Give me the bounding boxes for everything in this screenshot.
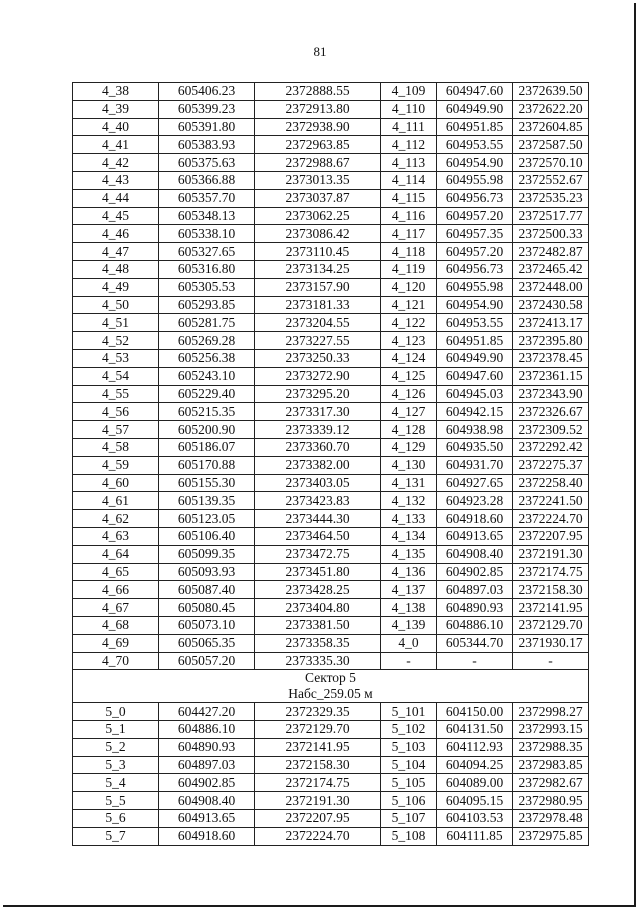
point-id-left: 4_56 <box>73 403 159 421</box>
sector-subtitle: Набс_259.05 м <box>288 686 373 702</box>
x-coord-left: 604886.10 <box>159 721 255 739</box>
y-coord-right: 2372413.17 <box>513 314 589 332</box>
point-id-right: 4_118 <box>381 243 437 261</box>
x-coord-left: 605357.70 <box>159 189 255 207</box>
y-coord-left: 2372207.95 <box>255 810 381 828</box>
table-row <box>73 474 589 492</box>
x-coord-right: 604931.70 <box>437 456 513 474</box>
point-id-right: 4_124 <box>381 349 437 367</box>
y-coord-right: 2372978.48 <box>513 810 589 828</box>
y-coord-right: 2372983.85 <box>513 756 589 774</box>
point-id-left: 4_49 <box>73 278 159 296</box>
point-id-left: 4_55 <box>73 385 159 403</box>
table-row <box>73 349 589 367</box>
x-coord-right: 604094.25 <box>437 756 513 774</box>
y-coord-left: 2373110.45 <box>255 243 381 261</box>
page-number: 81 <box>313 44 327 59</box>
point-id-left: 4_48 <box>73 260 159 278</box>
y-coord-right: 2372604.85 <box>513 118 589 136</box>
x-coord-right: 604951.85 <box>437 332 513 350</box>
y-coord-left: 2373204.55 <box>255 314 381 332</box>
table-row <box>73 189 589 207</box>
x-coord-left: 605293.85 <box>159 296 255 314</box>
x-coord-right: 604150.00 <box>437 703 513 721</box>
table-row <box>73 154 589 172</box>
point-id-left: 5_2 <box>73 738 159 756</box>
y-coord-left: 2373423.83 <box>255 492 381 510</box>
y-coord-left: 2373317.30 <box>255 403 381 421</box>
y-coord-right: 2372517.77 <box>513 207 589 225</box>
y-coord-left: 2372888.55 <box>255 83 381 101</box>
y-coord-right: 2372378.45 <box>513 349 589 367</box>
x-coord-left: 605155.30 <box>159 474 255 492</box>
y-coord-right: 2372465.42 <box>513 260 589 278</box>
y-coord-left: 2373339.12 <box>255 421 381 439</box>
y-coord-left: 2372191.30 <box>255 792 381 810</box>
point-id-left: 4_61 <box>73 492 159 510</box>
table-row <box>73 827 589 845</box>
y-coord-left: 2373013.35 <box>255 171 381 189</box>
point-id-right: 4_127 <box>381 403 437 421</box>
table-row <box>73 634 589 652</box>
table-body-sector-4 <box>73 83 589 670</box>
x-coord-right: 604935.50 <box>437 438 513 456</box>
y-coord-right: 2372993.15 <box>513 721 589 739</box>
point-id-left: 4_41 <box>73 136 159 154</box>
x-coord-right: 604111.85 <box>437 827 513 845</box>
y-coord-left: 2373181.33 <box>255 296 381 314</box>
x-coord-left: 605383.93 <box>159 136 255 154</box>
x-coord-left: 605338.10 <box>159 225 255 243</box>
point-id-left: 5_4 <box>73 774 159 792</box>
y-coord-left: 2373062.25 <box>255 207 381 225</box>
x-coord-left: 604897.03 <box>159 756 255 774</box>
x-coord-right: 604890.93 <box>437 599 513 617</box>
point-id-right: 4_123 <box>381 332 437 350</box>
point-id-right: 4_134 <box>381 527 437 545</box>
y-coord-left: 2372158.30 <box>255 756 381 774</box>
point-id-right: 4_130 <box>381 456 437 474</box>
point-id-right: 4_116 <box>381 207 437 225</box>
y-coord-right: 2372975.85 <box>513 827 589 845</box>
y-coord-right: 2372224.70 <box>513 510 589 528</box>
table-row <box>73 599 589 617</box>
table-row <box>73 314 589 332</box>
x-coord-right: - <box>437 652 513 670</box>
y-coord-left: 2373404.80 <box>255 599 381 617</box>
y-coord-left: 2372913.80 <box>255 100 381 118</box>
point-id-left: 4_39 <box>73 100 159 118</box>
point-id-left: 4_65 <box>73 563 159 581</box>
point-id-left: 5_5 <box>73 792 159 810</box>
point-id-right: 4_117 <box>381 225 437 243</box>
point-id-right: 4_125 <box>381 367 437 385</box>
y-coord-right: 2371930.17 <box>513 634 589 652</box>
y-coord-right: 2372158.30 <box>513 581 589 599</box>
point-id-right: 4_0 <box>381 634 437 652</box>
x-coord-left: 605305.53 <box>159 278 255 296</box>
point-id-right: - <box>381 652 437 670</box>
x-coord-right: 604957.35 <box>437 225 513 243</box>
x-coord-right: 604103.53 <box>437 810 513 828</box>
x-coord-left: 605391.80 <box>159 118 255 136</box>
point-id-left: 4_67 <box>73 599 159 617</box>
table-row <box>73 456 589 474</box>
y-coord-right: 2372639.50 <box>513 83 589 101</box>
table-row <box>73 616 589 634</box>
x-coord-right: 604112.93 <box>437 738 513 756</box>
point-id-right: 4_138 <box>381 599 437 617</box>
table-row <box>73 563 589 581</box>
point-id-left: 4_54 <box>73 367 159 385</box>
point-id-left: 4_47 <box>73 243 159 261</box>
table-row <box>73 721 589 739</box>
y-coord-left: 2373428.25 <box>255 581 381 599</box>
point-id-right: 4_131 <box>381 474 437 492</box>
x-coord-left: 605269.28 <box>159 332 255 350</box>
x-coord-left: 604913.65 <box>159 810 255 828</box>
point-id-right: 4_120 <box>381 278 437 296</box>
table-row <box>73 367 589 385</box>
x-coord-right: 604947.60 <box>437 83 513 101</box>
x-coord-right: 604954.90 <box>437 296 513 314</box>
y-coord-left: 2373451.80 <box>255 563 381 581</box>
point-id-left: 4_44 <box>73 189 159 207</box>
table-row <box>73 100 589 118</box>
point-id-right: 5_107 <box>381 810 437 828</box>
x-coord-left: 605406.23 <box>159 83 255 101</box>
x-coord-left: 605170.88 <box>159 456 255 474</box>
x-coord-right: 604897.03 <box>437 581 513 599</box>
x-coord-right: 604955.98 <box>437 171 513 189</box>
x-coord-right: 604947.60 <box>437 367 513 385</box>
y-coord-right: 2372448.00 <box>513 278 589 296</box>
x-coord-right: 604886.10 <box>437 616 513 634</box>
y-coord-left: 2373464.50 <box>255 527 381 545</box>
y-coord-right: 2372988.35 <box>513 738 589 756</box>
table-row <box>73 438 589 456</box>
point-id-left: 4_60 <box>73 474 159 492</box>
point-id-right: 5_108 <box>381 827 437 845</box>
point-id-left: 4_70 <box>73 652 159 670</box>
point-id-left: 5_7 <box>73 827 159 845</box>
y-coord-right: 2372174.75 <box>513 563 589 581</box>
point-id-right: 4_115 <box>381 189 437 207</box>
x-coord-right: 604913.65 <box>437 527 513 545</box>
y-coord-left: 2372141.95 <box>255 738 381 756</box>
x-coord-left: 605366.88 <box>159 171 255 189</box>
x-coord-right: 604918.60 <box>437 510 513 528</box>
y-coord-left: 2372963.85 <box>255 136 381 154</box>
y-coord-left: 2372938.90 <box>255 118 381 136</box>
point-id-left: 4_68 <box>73 616 159 634</box>
coordinates-table <box>72 82 589 846</box>
point-id-right: 5_103 <box>381 738 437 756</box>
x-coord-left: 604427.20 <box>159 703 255 721</box>
table-row <box>73 118 589 136</box>
point-id-right: 4_109 <box>381 83 437 101</box>
y-coord-right: 2372500.33 <box>513 225 589 243</box>
table-row <box>73 581 589 599</box>
y-coord-right: 2372982.67 <box>513 774 589 792</box>
y-coord-right: 2372141.95 <box>513 599 589 617</box>
point-id-left: 5_3 <box>73 756 159 774</box>
y-coord-right: 2372552.67 <box>513 171 589 189</box>
point-id-right: 4_121 <box>381 296 437 314</box>
point-id-left: 4_69 <box>73 634 159 652</box>
y-coord-left: 2373381.50 <box>255 616 381 634</box>
table-row <box>73 510 589 528</box>
x-coord-left: 604908.40 <box>159 792 255 810</box>
point-id-right: 4_114 <box>381 171 437 189</box>
point-id-right: 5_106 <box>381 792 437 810</box>
table-row <box>73 527 589 545</box>
table-row <box>73 774 589 792</box>
x-coord-left: 605065.35 <box>159 634 255 652</box>
x-coord-left: 604902.85 <box>159 774 255 792</box>
sector-title: Сектор 5 <box>305 670 356 686</box>
x-coord-left: 604918.60 <box>159 827 255 845</box>
y-coord-left: 2373227.55 <box>255 332 381 350</box>
point-id-left: 4_53 <box>73 349 159 367</box>
y-coord-left: 2372129.70 <box>255 721 381 739</box>
y-coord-right: 2372275.37 <box>513 456 589 474</box>
point-id-left: 4_66 <box>73 581 159 599</box>
x-coord-right: 604956.73 <box>437 189 513 207</box>
y-coord-right: 2372570.10 <box>513 154 589 172</box>
y-coord-right: 2372482.87 <box>513 243 589 261</box>
table-row <box>73 492 589 510</box>
point-id-left: 4_40 <box>73 118 159 136</box>
y-coord-left: 2373358.35 <box>255 634 381 652</box>
x-coord-left: 605348.13 <box>159 207 255 225</box>
table-row <box>73 385 589 403</box>
point-id-right: 4_128 <box>381 421 437 439</box>
table-row <box>73 296 589 314</box>
point-id-right: 4_111 <box>381 118 437 136</box>
y-coord-right: 2372535.23 <box>513 189 589 207</box>
table-row <box>73 421 589 439</box>
x-coord-right: 604949.90 <box>437 100 513 118</box>
y-coord-right: 2372207.95 <box>513 527 589 545</box>
point-id-left: 4_52 <box>73 332 159 350</box>
x-coord-left: 605375.63 <box>159 154 255 172</box>
point-id-left: 4_50 <box>73 296 159 314</box>
x-coord-left: 605243.10 <box>159 367 255 385</box>
table-row <box>73 225 589 243</box>
x-coord-right: 604908.40 <box>437 545 513 563</box>
x-coord-right: 605344.70 <box>437 634 513 652</box>
y-coord-right: 2372395.80 <box>513 332 589 350</box>
x-coord-right: 604131.50 <box>437 721 513 739</box>
x-coord-left: 605281.75 <box>159 314 255 332</box>
table-row <box>73 738 589 756</box>
x-coord-right: 604956.73 <box>437 260 513 278</box>
table-row <box>73 703 589 721</box>
point-id-left: 4_62 <box>73 510 159 528</box>
point-id-right: 4_139 <box>381 616 437 634</box>
point-id-right: 5_102 <box>381 721 437 739</box>
point-id-left: 4_59 <box>73 456 159 474</box>
table-row <box>73 83 589 101</box>
y-coord-left: 2372329.35 <box>255 703 381 721</box>
x-coord-left: 605229.40 <box>159 385 255 403</box>
x-coord-left: 605099.35 <box>159 545 255 563</box>
point-id-right: 4_137 <box>381 581 437 599</box>
y-coord-left: 2373037.87 <box>255 189 381 207</box>
y-coord-right: 2372622.20 <box>513 100 589 118</box>
y-coord-right: - <box>513 652 589 670</box>
table-row <box>73 792 589 810</box>
y-coord-right: 2372998.27 <box>513 703 589 721</box>
point-id-left: 4_43 <box>73 171 159 189</box>
point-id-right: 4_112 <box>381 136 437 154</box>
point-id-left: 5_6 <box>73 810 159 828</box>
y-coord-left: 2373444.30 <box>255 510 381 528</box>
y-coord-right: 2372129.70 <box>513 616 589 634</box>
y-coord-right: 2372587.50 <box>513 136 589 154</box>
x-coord-left: 605316.80 <box>159 260 255 278</box>
y-coord-right: 2372980.95 <box>513 792 589 810</box>
x-coord-right: 604902.85 <box>437 563 513 581</box>
y-coord-left: 2373335.30 <box>255 652 381 670</box>
x-coord-left: 605106.40 <box>159 527 255 545</box>
point-id-left: 4_45 <box>73 207 159 225</box>
point-id-right: 5_101 <box>381 703 437 721</box>
x-coord-left: 605073.10 <box>159 616 255 634</box>
point-id-right: 4_133 <box>381 510 437 528</box>
y-coord-left: 2372174.75 <box>255 774 381 792</box>
point-id-left: 4_63 <box>73 527 159 545</box>
point-id-left: 4_38 <box>73 83 159 101</box>
point-id-left: 4_51 <box>73 314 159 332</box>
table-row <box>73 403 589 421</box>
x-coord-right: 604923.28 <box>437 492 513 510</box>
x-coord-left: 605087.40 <box>159 581 255 599</box>
x-coord-left: 605399.23 <box>159 100 255 118</box>
y-coord-left: 2373134.25 <box>255 260 381 278</box>
point-id-right: 4_110 <box>381 100 437 118</box>
y-coord-right: 2372241.50 <box>513 492 589 510</box>
point-id-right: 5_105 <box>381 774 437 792</box>
x-coord-right: 604949.90 <box>437 349 513 367</box>
point-id-left: 4_58 <box>73 438 159 456</box>
y-coord-right: 2372361.15 <box>513 367 589 385</box>
x-coord-left: 604890.93 <box>159 738 255 756</box>
point-id-left: 4_42 <box>73 154 159 172</box>
y-coord-right: 2372343.90 <box>513 385 589 403</box>
x-coord-left: 605186.07 <box>159 438 255 456</box>
y-coord-left: 2373250.33 <box>255 349 381 367</box>
point-id-right: 4_126 <box>381 385 437 403</box>
point-id-left: 5_1 <box>73 721 159 739</box>
y-coord-left: 2373472.75 <box>255 545 381 563</box>
x-coord-left: 605123.05 <box>159 510 255 528</box>
y-coord-left: 2373157.90 <box>255 278 381 296</box>
point-id-right: 5_104 <box>381 756 437 774</box>
point-id-left: 4_57 <box>73 421 159 439</box>
y-coord-left: 2373086.42 <box>255 225 381 243</box>
point-id-left: 4_46 <box>73 225 159 243</box>
y-coord-right: 2372326.67 <box>513 403 589 421</box>
table-row <box>73 207 589 225</box>
table-row <box>73 171 589 189</box>
table-row <box>73 278 589 296</box>
x-coord-left: 605057.20 <box>159 652 255 670</box>
y-coord-left: 2372224.70 <box>255 827 381 845</box>
y-coord-left: 2373360.70 <box>255 438 381 456</box>
table-row <box>73 756 589 774</box>
table-row <box>73 545 589 563</box>
x-coord-left: 605139.35 <box>159 492 255 510</box>
point-id-right: 4_119 <box>381 260 437 278</box>
x-coord-right: 604942.15 <box>437 403 513 421</box>
table-body-sector-5 <box>73 703 589 845</box>
point-id-right: 4_129 <box>381 438 437 456</box>
x-coord-left: 605327.65 <box>159 243 255 261</box>
x-coord-left: 605256.38 <box>159 349 255 367</box>
table-row <box>73 136 589 154</box>
y-coord-left: 2373382.00 <box>255 456 381 474</box>
x-coord-right: 604927.65 <box>437 474 513 492</box>
x-coord-right: 604953.55 <box>437 136 513 154</box>
x-coord-left: 605080.45 <box>159 599 255 617</box>
x-coord-left: 605215.35 <box>159 403 255 421</box>
x-coord-right: 604955.98 <box>437 278 513 296</box>
x-coord-right: 604957.20 <box>437 207 513 225</box>
y-coord-left: 2373272.90 <box>255 367 381 385</box>
x-coord-right: 604954.90 <box>437 154 513 172</box>
point-id-right: 4_113 <box>381 154 437 172</box>
y-coord-right: 2372430.58 <box>513 296 589 314</box>
table-row <box>73 652 589 670</box>
point-id-left: 4_64 <box>73 545 159 563</box>
x-coord-right: 604951.85 <box>437 118 513 136</box>
point-id-right: 4_135 <box>381 545 437 563</box>
x-coord-right: 604938.98 <box>437 421 513 439</box>
y-coord-left: 2373295.20 <box>255 385 381 403</box>
point-id-right: 4_132 <box>381 492 437 510</box>
y-coord-right: 2372292.42 <box>513 438 589 456</box>
point-id-right: 4_136 <box>381 563 437 581</box>
sector-header-row <box>73 670 589 703</box>
table-row <box>73 332 589 350</box>
x-coord-right: 604957.20 <box>437 243 513 261</box>
table-row <box>73 810 589 828</box>
table-row <box>73 243 589 261</box>
y-coord-left: 2372988.67 <box>255 154 381 172</box>
y-coord-right: 2372309.52 <box>513 421 589 439</box>
x-coord-right: 604089.00 <box>437 774 513 792</box>
y-coord-right: 2372191.30 <box>513 545 589 563</box>
x-coord-left: 605093.93 <box>159 563 255 581</box>
y-coord-right: 2372258.40 <box>513 474 589 492</box>
x-coord-left: 605200.90 <box>159 421 255 439</box>
sector-header <box>73 670 589 703</box>
point-id-right: 4_122 <box>381 314 437 332</box>
point-id-left: 5_0 <box>73 703 159 721</box>
x-coord-right: 604945.03 <box>437 385 513 403</box>
sector-header-cell <box>73 670 589 703</box>
x-coord-right: 604095.15 <box>437 792 513 810</box>
table-row <box>73 260 589 278</box>
y-coord-left: 2373403.05 <box>255 474 381 492</box>
x-coord-right: 604953.55 <box>437 314 513 332</box>
